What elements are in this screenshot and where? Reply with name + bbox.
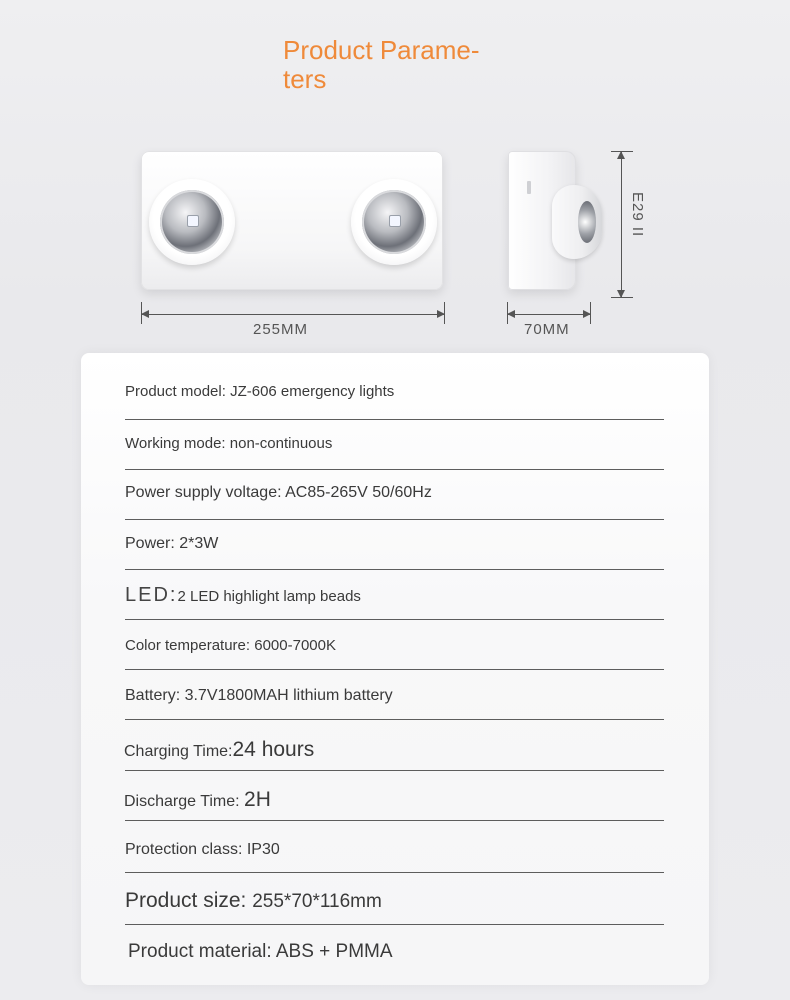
depth-dimension-line [507,314,591,315]
param-value: 255*70*116mm [252,891,382,912]
product-front-image [141,151,443,290]
page-title-line-1: Product Parame- [283,35,480,65]
row-divider [125,419,664,420]
param-row-product-material [128,941,667,963]
param-value: 2H [244,788,271,811]
param-value: 24 hours [232,738,315,761]
param-row-led [125,584,664,607]
page-title-line-2: ters [283,64,327,94]
row-divider [125,469,664,470]
param-row-voltage [125,484,664,502]
parameters-card [81,353,709,985]
param-value: ABS + PMMA [275,941,393,962]
param-key: Product model: [125,383,231,400]
param-value: 3.7V1800MAH lithium battery [184,687,393,704]
row-divider [125,669,664,670]
row-divider [125,569,664,570]
param-value: AC85-265V 50/60Hz [285,484,432,501]
param-key: Color temperature: [125,637,255,654]
row-divider [125,519,664,520]
param-row-battery [125,687,664,705]
row-divider [125,719,664,720]
param-row-protection-class [125,841,664,859]
side-lens [578,201,596,243]
param-key: Product material: [128,941,276,962]
param-row-model [125,383,664,400]
param-value: 2*3W [179,535,219,552]
param-value: 6000-7000K [254,637,336,654]
row-divider [125,619,664,620]
param-key: Charging Time: [124,743,233,760]
param-row-charging-time [124,738,663,762]
height-label: E29 II [629,192,646,238]
param-row-power [125,535,664,553]
param-key: Working mode: [125,435,230,452]
param-key: Battery: [125,687,185,704]
row-divider [125,820,664,821]
param-key: Power: [125,535,180,552]
depth-label: 70MM [524,321,570,338]
param-row-color-temperature [125,637,664,654]
test-switch [527,181,531,194]
width-label: 255MM [253,321,309,338]
param-key: LED: [125,584,178,606]
product-side-image [508,151,578,290]
page-title [283,36,503,94]
param-row-working-mode [125,435,664,452]
led-bead [187,215,199,227]
lamp-head-left [149,179,235,265]
param-row-product-size [125,889,664,913]
width-dimension-line [141,314,445,315]
param-key: Product size: [125,889,253,912]
param-key: Protection class: [125,841,247,858]
param-value: IP30 [246,841,280,858]
lamp-head-right [351,179,437,265]
param-value: JZ-606 emergency lights [230,383,395,400]
row-divider [125,924,664,925]
row-divider [125,770,664,771]
height-dimension-line [621,151,622,298]
side-lamp-head [552,185,602,259]
led-bead [389,215,401,227]
param-key: Power supply voltage: [125,484,286,501]
param-value: non-continuous [229,435,333,452]
param-key: Discharge Time: [124,793,245,810]
param-value: 2 LED highlight lamp beads [177,588,361,605]
param-row-discharge-time [124,788,663,812]
row-divider [125,872,664,873]
